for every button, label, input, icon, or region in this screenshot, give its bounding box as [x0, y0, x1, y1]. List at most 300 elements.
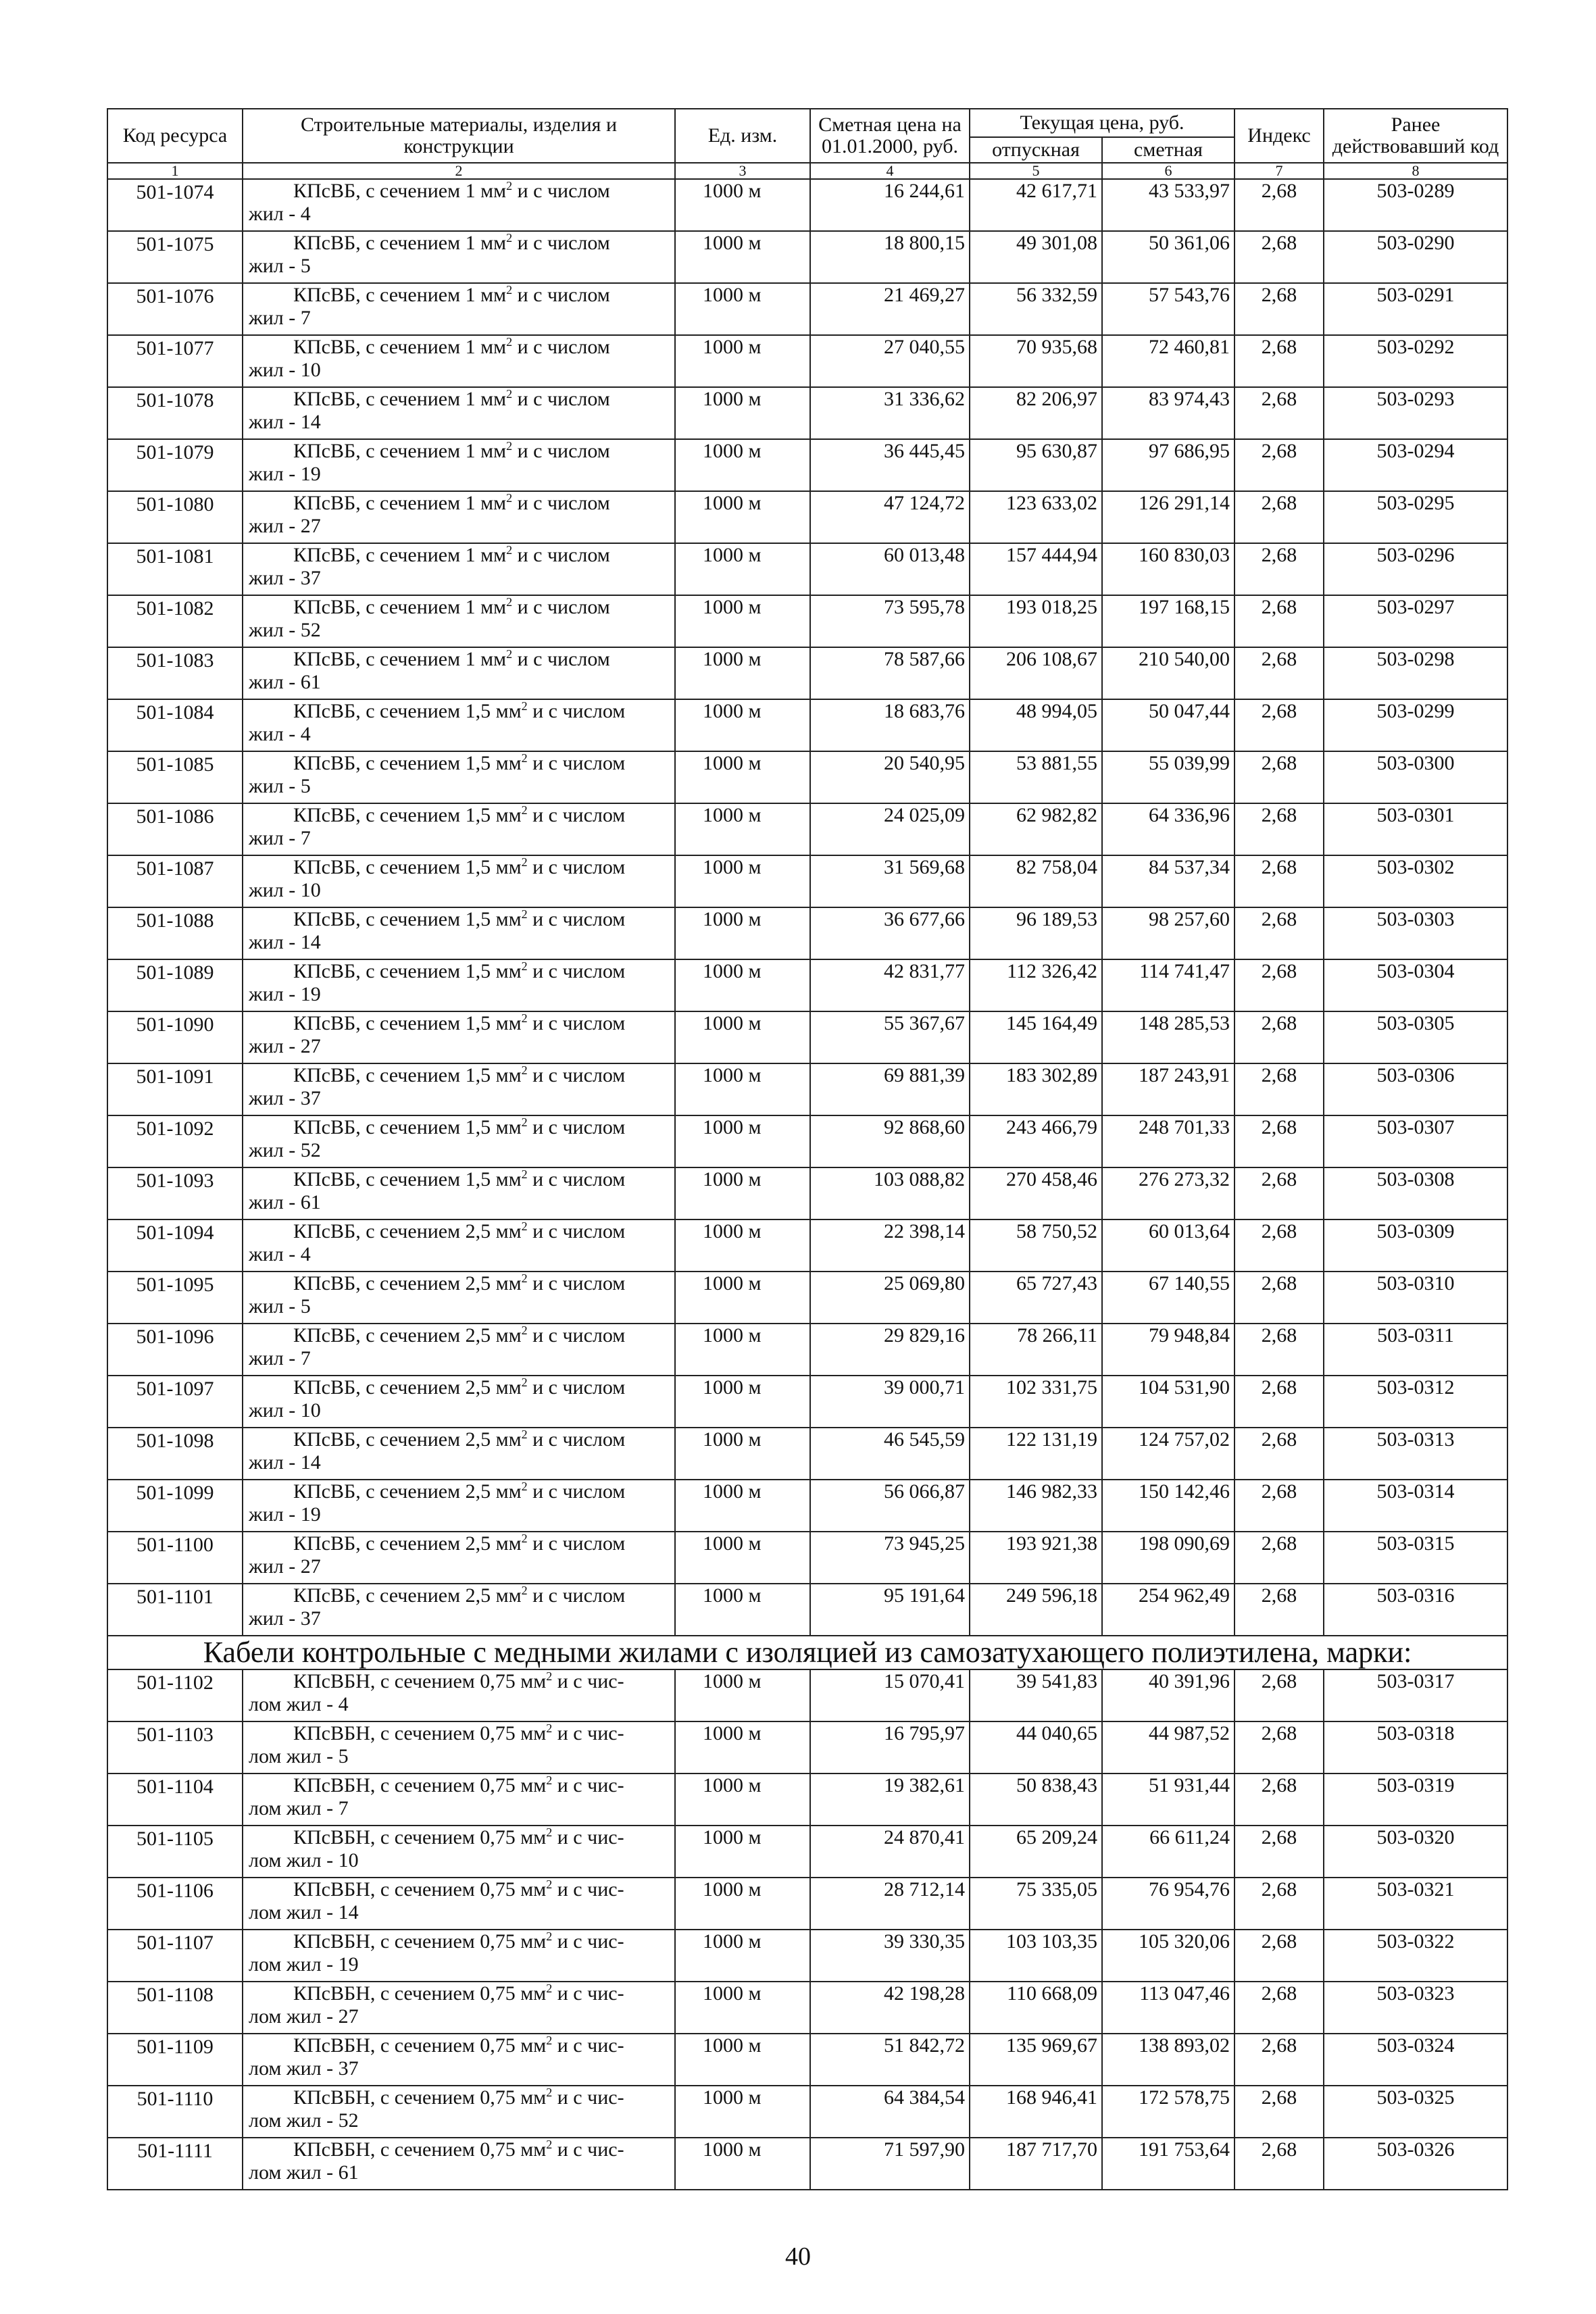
- material-name: [243, 2138, 675, 2190]
- name-text: КПсВБН, с сечением 0,75 мм: [293, 1722, 547, 1744]
- material-name-line1: [249, 388, 670, 411]
- table-header: [107, 109, 1507, 179]
- table-row: [107, 1930, 1507, 1982]
- material-name-line1: [249, 908, 670, 931]
- index-value: 2,68: [1235, 2138, 1324, 2190]
- material-name: [243, 1272, 675, 1324]
- resource-code: 501-1098: [107, 1428, 243, 1480]
- price-2000: 78 587,66: [810, 647, 970, 699]
- material-name-line1: [249, 1116, 670, 1139]
- superscript: 2: [506, 231, 513, 245]
- table-row: [107, 179, 1507, 231]
- release-price: 82 206,97: [970, 387, 1102, 439]
- name-text-tail: и с числом: [527, 752, 626, 774]
- index-value: 2,68: [1235, 647, 1324, 699]
- estimate-price: 197 168,15: [1102, 595, 1235, 647]
- price-2000: 28 712,14: [810, 1878, 970, 1930]
- material-name-line2: лом жил - 4: [249, 1693, 349, 1715]
- release-price: 96 189,53: [970, 907, 1102, 959]
- name-text-tail: и с чис-: [552, 1982, 624, 2005]
- unit: 1000 м: [675, 1219, 810, 1272]
- name-text-tail: и с числом: [527, 856, 626, 878]
- unit: 1000 м: [675, 179, 810, 231]
- material-name-line2: жил - 10: [249, 879, 321, 901]
- material-name-line2: жил - 19: [249, 1503, 321, 1526]
- material-name: [243, 1669, 675, 1721]
- estimate-price: 60 013,64: [1102, 1219, 1235, 1272]
- superscript: 2: [506, 335, 513, 349]
- estimate-price: 113 047,46: [1102, 1982, 1235, 2034]
- estimate-price: 97 686,95: [1102, 439, 1235, 491]
- name-text: КПсВБ, с сечением 1 мм: [293, 336, 507, 358]
- release-price: 49 301,08: [970, 231, 1102, 283]
- resource-code: 501-1108: [107, 1982, 243, 2034]
- superscript: 2: [506, 387, 513, 401]
- old-code: 503-0316: [1324, 1584, 1507, 1636]
- price-2000: 36 445,45: [810, 439, 970, 491]
- material-name-line2: жил - 52: [249, 1139, 321, 1161]
- estimate-price: 160 830,03: [1102, 543, 1235, 595]
- material-name: [243, 1428, 675, 1480]
- index-value: 2,68: [1235, 1011, 1324, 1063]
- name-text: КПсВБ, с сечением 1 мм: [293, 180, 507, 202]
- release-price: 39 541,83: [970, 1669, 1102, 1721]
- index-value: 2,68: [1235, 1324, 1324, 1376]
- material-name-line1: [249, 856, 670, 879]
- price-2000: 42 198,28: [810, 1982, 970, 2034]
- name-text-tail: и с числом: [527, 1168, 626, 1190]
- name-text-tail: и с числом: [527, 1532, 626, 1555]
- name-text-tail: и с числом: [527, 1064, 626, 1086]
- table-row: [107, 803, 1507, 855]
- index-value: 2,68: [1235, 1115, 1324, 1167]
- old-code: 503-0303: [1324, 907, 1507, 959]
- old-code: 503-0306: [1324, 1063, 1507, 1115]
- index-value: 2,68: [1235, 751, 1324, 803]
- price-2000: 18 800,15: [810, 231, 970, 283]
- price-2000: 24 025,09: [810, 803, 970, 855]
- index-value: 2,68: [1235, 283, 1324, 335]
- name-text: КПсВБ, с сечением 2,5 мм: [293, 1428, 522, 1451]
- superscript: 2: [521, 699, 528, 713]
- superscript: 2: [546, 1878, 553, 1891]
- material-name: [243, 439, 675, 491]
- name-text: КПсВБН, с сечением 0,75 мм: [293, 1878, 547, 1901]
- unit: 1000 м: [675, 1376, 810, 1428]
- material-name-line2: жил - 61: [249, 1191, 321, 1213]
- resource-code: 501-1078: [107, 387, 243, 439]
- material-name-line1: [249, 336, 670, 359]
- material-name: [243, 1376, 675, 1428]
- name-text-tail: и с числом: [527, 1012, 626, 1034]
- index-value: 2,68: [1235, 595, 1324, 647]
- superscript: 2: [506, 647, 513, 661]
- name-text: КПсВБ, с сечением 1 мм: [293, 284, 507, 306]
- estimate-price: 126 291,14: [1102, 491, 1235, 543]
- index-value: 2,68: [1235, 1272, 1324, 1324]
- name-text-tail: и с числом: [527, 908, 626, 930]
- old-code: 503-0297: [1324, 595, 1507, 647]
- old-code: 503-0311: [1324, 1324, 1507, 1376]
- index-value: 2,68: [1235, 335, 1324, 387]
- resource-code: 501-1092: [107, 1115, 243, 1167]
- column-number: 6: [1102, 163, 1235, 179]
- estimate-price: 66 611,24: [1102, 1826, 1235, 1878]
- superscript: 2: [546, 2086, 553, 2099]
- material-name: [243, 387, 675, 439]
- name-text: КПсВБ, с сечением 1,5 мм: [293, 1064, 522, 1086]
- material-name-line1: [249, 700, 670, 723]
- unit: 1000 м: [675, 387, 810, 439]
- release-price: 44 040,65: [970, 1721, 1102, 1774]
- name-text: КПсВБ, с сечением 2,5 мм: [293, 1324, 522, 1347]
- material-name-line2: лом жил - 7: [249, 1797, 349, 1819]
- estimate-price: 57 543,76: [1102, 283, 1235, 335]
- table-row: [107, 1982, 1507, 2034]
- table-row: [107, 231, 1507, 283]
- price-2000: 56 066,87: [810, 1480, 970, 1532]
- material-name: [243, 1532, 675, 1584]
- name-text-tail: и с числом: [527, 1324, 626, 1347]
- name-text: КПсВБН, с сечением 0,75 мм: [293, 1670, 547, 1692]
- index-value: 2,68: [1235, 699, 1324, 751]
- index-value: 2,68: [1235, 1669, 1324, 1721]
- header-release-price: отпускная: [970, 137, 1102, 163]
- material-name-line2: жил - 4: [249, 1243, 311, 1265]
- material-name-line1: [249, 492, 670, 515]
- table-row: [107, 855, 1507, 907]
- price-2000: 55 367,67: [810, 1011, 970, 1063]
- resource-code: 501-1103: [107, 1721, 243, 1774]
- table-row: [107, 1774, 1507, 1826]
- material-name-line1: [249, 2034, 670, 2057]
- table-row: [107, 1826, 1507, 1878]
- superscript: 2: [521, 1063, 528, 1077]
- price-2000: 42 831,77: [810, 959, 970, 1011]
- resource-code: 501-1099: [107, 1480, 243, 1532]
- resource-code: 501-1085: [107, 751, 243, 803]
- table-row: [107, 491, 1507, 543]
- material-name-line2: жил - 7: [249, 827, 311, 849]
- unit: 1000 м: [675, 699, 810, 751]
- name-text: КПсВБ, с сечением 1 мм: [293, 596, 507, 618]
- unit: 1000 м: [675, 335, 810, 387]
- unit: 1000 м: [675, 855, 810, 907]
- name-text: КПсВБ, с сечением 2,5 мм: [293, 1532, 522, 1555]
- index-value: 2,68: [1235, 959, 1324, 1011]
- material-name-line1: [249, 1982, 670, 2005]
- material-name-line1: [249, 1532, 670, 1555]
- material-name-line2: жил - 10: [249, 1399, 321, 1422]
- table-row: [107, 1878, 1507, 1930]
- release-price: 183 302,89: [970, 1063, 1102, 1115]
- price-2000: 22 398,14: [810, 1219, 970, 1272]
- resource-code: 501-1080: [107, 491, 243, 543]
- section-row-group: [107, 1636, 1507, 1669]
- name-text-tail: и с числом: [527, 960, 626, 982]
- price-2000: 95 191,64: [810, 1584, 970, 1636]
- material-name: [243, 2034, 675, 2086]
- table-row: [107, 1167, 1507, 1219]
- material-name: [243, 283, 675, 335]
- material-name: [243, 1930, 675, 1982]
- table-row: [107, 699, 1507, 751]
- release-price: 56 332,59: [970, 283, 1102, 335]
- release-price: 122 131,19: [970, 1428, 1102, 1480]
- unit: 1000 м: [675, 959, 810, 1011]
- release-price: 249 596,18: [970, 1584, 1102, 1636]
- old-code: 503-0310: [1324, 1272, 1507, 1324]
- estimate-price: 148 285,53: [1102, 1011, 1235, 1063]
- resource-code: 501-1100: [107, 1532, 243, 1584]
- unit: 1000 м: [675, 543, 810, 595]
- material-name-line2: жил - 4: [249, 203, 311, 225]
- name-text: КПсВБН, с сечением 0,75 мм: [293, 2034, 547, 2057]
- material-name: [243, 751, 675, 803]
- resource-code: 501-1093: [107, 1167, 243, 1219]
- price-2000: 39 000,71: [810, 1376, 970, 1428]
- header-code: Код ресурса: [107, 109, 243, 163]
- superscript: 2: [506, 595, 513, 609]
- old-code: 503-0313: [1324, 1428, 1507, 1480]
- resource-code: 501-1095: [107, 1272, 243, 1324]
- name-text-tail: и с числом: [527, 1220, 626, 1242]
- material-name-line2: лом жил - 61: [249, 2161, 359, 2184]
- table-row: [107, 1428, 1507, 1480]
- release-price: 48 994,05: [970, 699, 1102, 751]
- resource-code: 501-1089: [107, 959, 243, 1011]
- price-2000: 69 881,39: [810, 1063, 970, 1115]
- material-name: [243, 543, 675, 595]
- material-name: [243, 1826, 675, 1878]
- resource-code: 501-1097: [107, 1376, 243, 1428]
- unit: 1000 м: [675, 1930, 810, 1982]
- unit: 1000 м: [675, 1584, 810, 1636]
- release-price: 193 921,38: [970, 1532, 1102, 1584]
- resource-code: 501-1104: [107, 1774, 243, 1826]
- resource-code: 501-1096: [107, 1324, 243, 1376]
- name-text: КПсВБ, с сечением 1,5 мм: [293, 856, 522, 878]
- name-text: КПсВБН, с сечением 0,75 мм: [293, 2138, 547, 2161]
- name-text-tail: и с числом: [512, 388, 610, 410]
- name-text-tail: и с числом: [512, 180, 610, 202]
- table-row: [107, 439, 1507, 491]
- material-name: [243, 1774, 675, 1826]
- resource-code: 501-1109: [107, 2034, 243, 2086]
- material-name-line1: [249, 1826, 670, 1849]
- name-text: КПсВБ, с сечением 1,5 мм: [293, 960, 522, 982]
- table-body-kpsvbn: [107, 1669, 1507, 2190]
- estimate-price: 44 987,52: [1102, 1721, 1235, 1774]
- index-value: 2,68: [1235, 1826, 1324, 1878]
- name-text: КПсВБН, с сечением 0,75 мм: [293, 2086, 547, 2109]
- superscript: 2: [506, 439, 513, 453]
- table-row: [107, 647, 1507, 699]
- material-name-line1: [249, 1376, 670, 1399]
- index-value: 2,68: [1235, 231, 1324, 283]
- material-name-line2: лом жил - 19: [249, 1953, 359, 1976]
- estimate-price: 64 336,96: [1102, 803, 1235, 855]
- superscript: 2: [521, 1272, 528, 1285]
- unit: 1000 м: [675, 1721, 810, 1774]
- release-price: 270 458,46: [970, 1167, 1102, 1219]
- estimate-price: 83 974,43: [1102, 387, 1235, 439]
- material-name-line1: [249, 284, 670, 307]
- resource-code: 501-1087: [107, 855, 243, 907]
- material-name-line1: [249, 2138, 670, 2161]
- table-row: [107, 1532, 1507, 1584]
- superscript: 2: [506, 491, 513, 505]
- estimate-price: 198 090,69: [1102, 1532, 1235, 1584]
- superscript: 2: [521, 907, 528, 921]
- material-name-line1: [249, 232, 670, 255]
- price-2000: 25 069,80: [810, 1272, 970, 1324]
- price-2000: 73 595,78: [810, 595, 970, 647]
- material-name-line2: жил - 37: [249, 1607, 321, 1630]
- release-price: 65 209,24: [970, 1826, 1102, 1878]
- material-name: [243, 803, 675, 855]
- old-code: 503-0293: [1324, 387, 1507, 439]
- release-price: 42 617,71: [970, 179, 1102, 231]
- material-name: [243, 1063, 675, 1115]
- unit: 1000 м: [675, 1669, 810, 1721]
- superscript: 2: [506, 543, 513, 557]
- material-name-line2: жил - 7: [249, 307, 311, 329]
- material-name-line1: [249, 752, 670, 775]
- material-name-line1: [249, 1670, 670, 1693]
- material-name: [243, 1584, 675, 1636]
- index-value: 2,68: [1235, 1982, 1324, 2034]
- resource-code: 501-1082: [107, 595, 243, 647]
- table-row: [107, 1721, 1507, 1774]
- material-name: [243, 855, 675, 907]
- old-code: 503-0321: [1324, 1878, 1507, 1930]
- material-name-line2: жил - 7: [249, 1347, 311, 1369]
- column-number: 5: [970, 163, 1102, 179]
- name-text: КПсВБ, с сечением 1,5 мм: [293, 1116, 522, 1138]
- material-name-line2: лом жил - 10: [249, 1849, 359, 1871]
- price-2000: 15 070,41: [810, 1669, 970, 1721]
- name-text-tail: и с числом: [512, 648, 610, 670]
- old-code: 503-0307: [1324, 1115, 1507, 1167]
- estimate-price: 276 273,32: [1102, 1167, 1235, 1219]
- price-2000: 19 382,61: [810, 1774, 970, 1826]
- name-text: КПсВБ, с сечением 1 мм: [293, 388, 507, 410]
- material-name-line2: лом жил - 37: [249, 2057, 359, 2080]
- name-text-tail: и с чис-: [552, 1670, 624, 1692]
- material-name-line2: жил - 27: [249, 1555, 321, 1578]
- price-2000: 47 124,72: [810, 491, 970, 543]
- material-name-line1: [249, 1064, 670, 1087]
- unit: 1000 м: [675, 1982, 810, 2034]
- material-name-line1: [249, 1722, 670, 1745]
- section-heading: Кабели контрольные с медными жилами с изоляцией из самозатухающего полиэтилена, марки:: [107, 1636, 1507, 1669]
- estimate-price: 50 047,44: [1102, 699, 1235, 751]
- estimate-price: 150 142,46: [1102, 1480, 1235, 1532]
- estimate-price: 67 140,55: [1102, 1272, 1235, 1324]
- price-2000: 20 540,95: [810, 751, 970, 803]
- name-text: КПсВБ, с сечением 2,5 мм: [293, 1376, 522, 1399]
- index-value: 2,68: [1235, 2034, 1324, 2086]
- material-name: [243, 1115, 675, 1167]
- price-2000: 18 683,76: [810, 699, 970, 751]
- unit: 1000 м: [675, 1774, 810, 1826]
- estimate-price: 72 460,81: [1102, 335, 1235, 387]
- material-name-line1: [249, 1878, 670, 1901]
- material-name-line1: [249, 596, 670, 619]
- release-price: 65 727,43: [970, 1272, 1102, 1324]
- estimate-price: 40 391,96: [1102, 1669, 1235, 1721]
- name-text: КПсВБ, с сечением 1 мм: [293, 232, 507, 254]
- index-value: 2,68: [1235, 1878, 1324, 1930]
- name-text-tail: и с числом: [512, 596, 610, 618]
- release-price: 62 982,82: [970, 803, 1102, 855]
- resource-code: 501-1101: [107, 1584, 243, 1636]
- release-price: 95 630,87: [970, 439, 1102, 491]
- unit: 1000 м: [675, 2034, 810, 2086]
- material-name-line2: жил - 14: [249, 1451, 321, 1474]
- material-name-line2: жил - 5: [249, 1295, 311, 1317]
- table-row: [107, 1272, 1507, 1324]
- name-text-tail: и с числом: [527, 1480, 626, 1503]
- unit: 1000 м: [675, 1324, 810, 1376]
- release-price: 103 103,35: [970, 1930, 1102, 1982]
- old-code: 503-0290: [1324, 231, 1507, 283]
- unit: 1000 м: [675, 751, 810, 803]
- header-current-price: Текущая цена, руб.: [970, 109, 1235, 137]
- release-price: 243 466,79: [970, 1115, 1102, 1167]
- unit: 1000 м: [675, 803, 810, 855]
- material-name: [243, 1721, 675, 1774]
- price-table-sheet: [107, 108, 1507, 2190]
- estimate-price: 191 753,64: [1102, 2138, 1235, 2190]
- index-value: 2,68: [1235, 1532, 1324, 1584]
- index-value: 2,68: [1235, 179, 1324, 231]
- material-name-line1: [249, 1584, 670, 1607]
- old-code: 503-0305: [1324, 1011, 1507, 1063]
- material-name-line1: [249, 1428, 670, 1451]
- estimate-price: 98 257,60: [1102, 907, 1235, 959]
- price-2000: 31 336,62: [810, 387, 970, 439]
- index-value: 2,68: [1235, 907, 1324, 959]
- unit: 1000 м: [675, 2086, 810, 2138]
- superscript: 2: [521, 1532, 528, 1545]
- material-name: [243, 907, 675, 959]
- old-code: 503-0309: [1324, 1219, 1507, 1272]
- superscript: 2: [521, 1011, 528, 1025]
- resource-code: 501-1110: [107, 2086, 243, 2138]
- release-price: 168 946,41: [970, 2086, 1102, 2138]
- name-text-tail: и с чис-: [552, 1774, 624, 1796]
- superscript: 2: [521, 855, 528, 869]
- superscript: 2: [546, 2138, 553, 2151]
- name-text-tail: и с числом: [527, 1376, 626, 1399]
- superscript: 2: [506, 179, 513, 193]
- price-2000: 27 040,55: [810, 335, 970, 387]
- name-text-tail: и с чис-: [552, 1826, 624, 1848]
- name-text: КПсВБ, с сечением 1,5 мм: [293, 700, 522, 722]
- release-price: 110 668,09: [970, 1982, 1102, 2034]
- estimate-price: 84 537,34: [1102, 855, 1235, 907]
- material-name: [243, 335, 675, 387]
- old-code: 503-0298: [1324, 647, 1507, 699]
- name-text: КПсВБ, с сечением 2,5 мм: [293, 1584, 522, 1607]
- index-value: 2,68: [1235, 543, 1324, 595]
- estimate-price: 76 954,76: [1102, 1878, 1235, 1930]
- table-row: [107, 1376, 1507, 1428]
- old-code: 503-0312: [1324, 1376, 1507, 1428]
- name-text-tail: и с числом: [512, 284, 610, 306]
